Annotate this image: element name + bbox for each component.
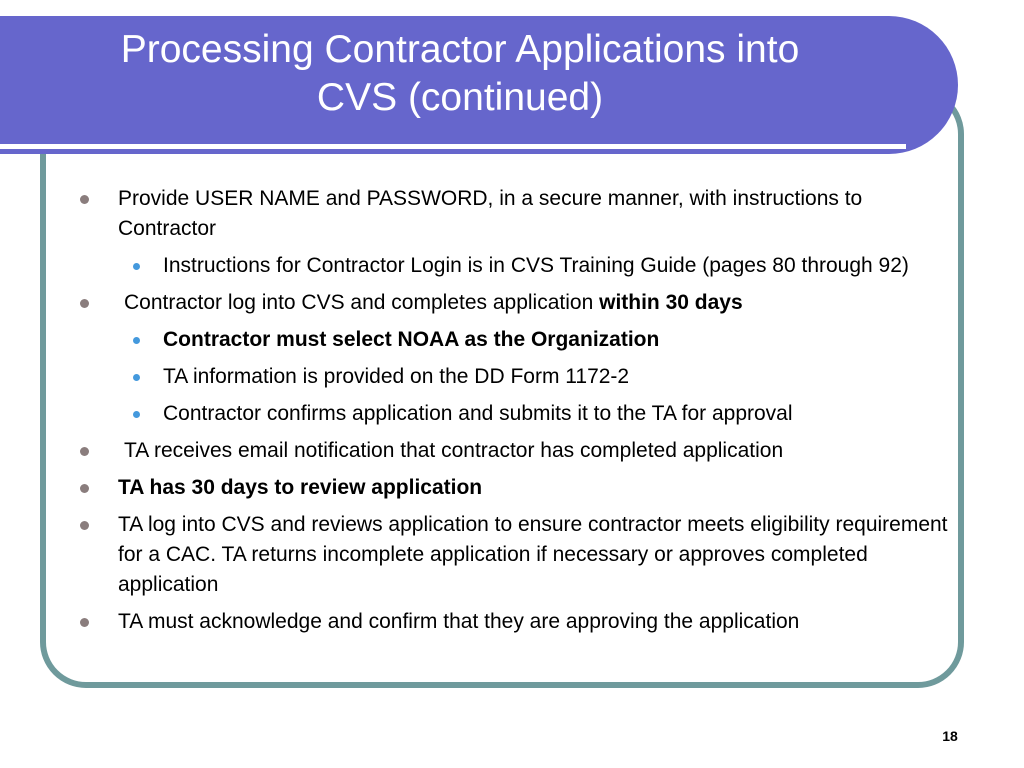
- bullet-text: TA receives email notification that contractor has completed application: [124, 439, 784, 462]
- bullet-dot-icon: [80, 299, 89, 308]
- bullet-text: TA log into CVS and reviews application to ensure contractor meets eligibility requirement for a CAC. TA returns incomplete application if necessary or approves completed application: [118, 513, 948, 596]
- bullet-text: TA must acknowledge and confirm that they are approving the application: [118, 610, 800, 633]
- bullet-dot-icon: [80, 521, 89, 530]
- bullet-item: [76, 436, 956, 466]
- title-line-1: Processing Contractor Applications into: [120, 28, 800, 71]
- bullet-text: Contractor log into CVS and completes application: [124, 291, 600, 314]
- sub-bullet-text: Contractor must select NOAA as the Organization: [163, 328, 660, 351]
- bullet-dot-icon: [80, 447, 89, 456]
- bullet-bold-text: within 30 days: [599, 291, 743, 314]
- bullet-text: Provide USER NAME and PASSWORD, in a secure manner, with instructions to Contractor: [118, 187, 863, 240]
- slide-title: [20, 26, 900, 122]
- bullet-item: [76, 288, 956, 318]
- bullet-dot-icon: [80, 195, 89, 204]
- title-line-2: CVS (continued): [316, 76, 604, 119]
- bullet-dot-icon: [80, 484, 89, 493]
- sub-bullet-item: [76, 399, 956, 429]
- bullet-item: [76, 184, 956, 244]
- sub-bullet-dot-icon: [133, 263, 140, 270]
- bullet-dot-icon: [80, 618, 89, 627]
- title-underline: [0, 144, 906, 149]
- sub-bullet-text: TA information is provided on the DD Form 1172-2: [163, 365, 630, 388]
- sub-bullet-item: [76, 251, 956, 281]
- bullet-item: [76, 607, 956, 637]
- bullet-text: TA has 30 days to review application: [118, 476, 483, 499]
- sub-bullet-dot-icon: [133, 337, 140, 344]
- page-number: 18: [942, 728, 958, 744]
- bullet-list: [76, 184, 956, 644]
- sub-bullet-text: Instructions for Contractor Login is in CVS Training Guide (pages 80 through 92): [163, 254, 909, 277]
- sub-bullet-item: [76, 325, 956, 355]
- sub-bullet-text: Contractor confirms application and submits it to the TA for approval: [163, 402, 793, 425]
- sub-bullet-dot-icon: [133, 374, 140, 381]
- sub-bullet-dot-icon: [133, 411, 140, 418]
- bullet-item: [76, 473, 956, 503]
- sub-bullet-item: [76, 362, 956, 392]
- bullet-item: [76, 510, 956, 600]
